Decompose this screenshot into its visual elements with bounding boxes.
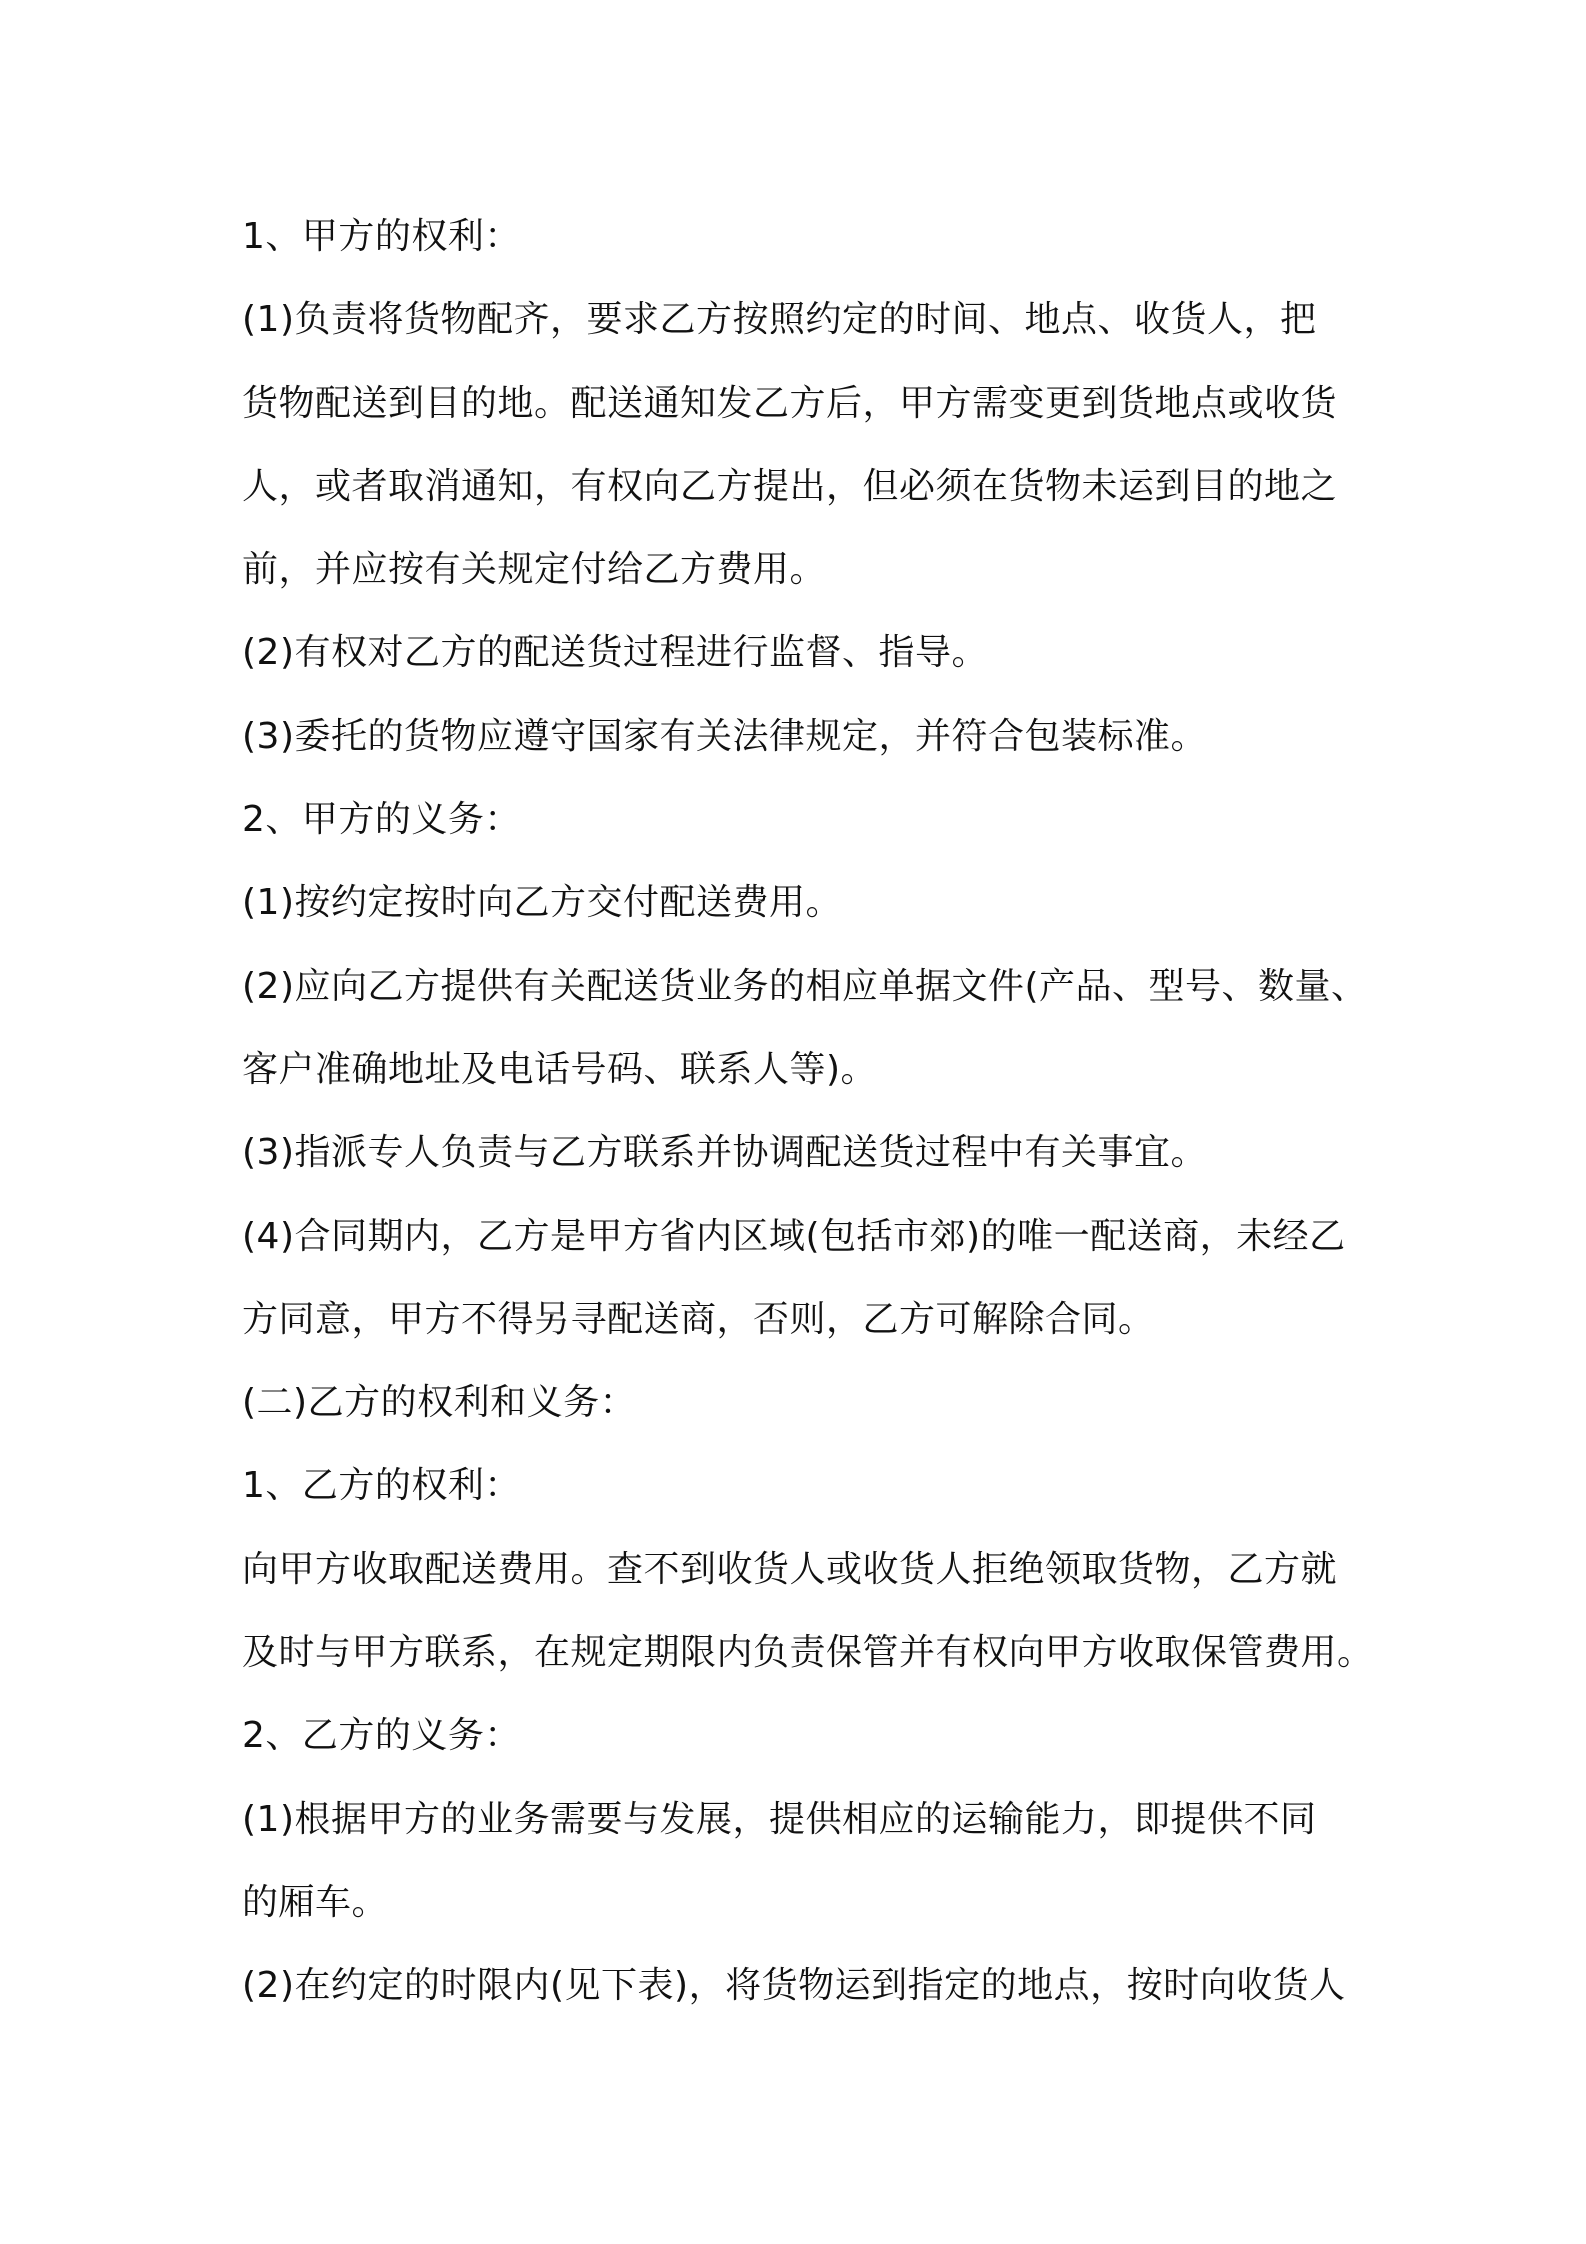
paragraph-line: (1)根据甲方的业务需要与发展，提供相应的运输能力，即提供不同 bbox=[242, 1798, 1317, 1840]
paragraph-line: 方同意，甲方不得另寻配送商，否则，乙方可解除合同。 bbox=[242, 1298, 1155, 1340]
paragraph-line: (1)按约定按时向乙方交付配送费用。 bbox=[242, 882, 842, 924]
paragraph-line: 向甲方收取配送费用。查不到收货人或收货人拒绝领取货物，乙方就 bbox=[242, 1548, 1338, 1590]
paragraph-line: 及时与甲方联系，在规定期限内负责保管并有权向甲方收取保管费用。 bbox=[242, 1632, 1374, 1674]
paragraph-line: (1)负责将货物配齐，要求乙方按照约定的时间、地点、收货人，把 bbox=[242, 299, 1317, 341]
paragraph-line: (2)有权对乙方的配送货过程进行监督、指导。 bbox=[242, 632, 988, 674]
document-body bbox=[242, 195, 1382, 2028]
paragraph-line: (3)指派专人负责与乙方联系并协调配送货过程中有关事宜。 bbox=[242, 1132, 1207, 1174]
section-heading-party-b-obligations: 2、乙方的义务： bbox=[242, 1715, 521, 1757]
section-heading-party-b: (二)乙方的权利和义务： bbox=[242, 1382, 637, 1424]
paragraph-line: (4)合同期内，乙方是甲方省内区域(包括市郊)的唯一配送商，未经乙 bbox=[242, 1215, 1346, 1257]
paragraph-line: 人，或者取消通知，有权向乙方提出，但必须在货物未运到目的地之 bbox=[242, 465, 1338, 507]
paragraph-line: 的厢车。 bbox=[242, 1881, 389, 1923]
paragraph-line: 客户准确地址及电话号码、联系人等)。 bbox=[242, 1048, 878, 1090]
paragraph-line: (2)应向乙方提供有关配送货业务的相应单据文件(产品、型号、数量、 bbox=[242, 965, 1368, 1007]
section-heading-party-a-rights: 1、甲方的权利： bbox=[242, 216, 521, 257]
section-heading-party-a-obligations: 2、甲方的义务： bbox=[242, 799, 521, 841]
paragraph-line: (2)在约定的时限内(见下表)，将货物运到指定的地点，按时向收货人 bbox=[242, 1965, 1346, 2007]
section-heading-party-b-rights: 1、乙方的权利： bbox=[242, 1465, 521, 1507]
paragraph-line: (3)委托的货物应遵守国家有关法律规定，并符合包装标准。 bbox=[242, 715, 1207, 757]
paragraph-line: 货物配送到目的地。配送通知发乙方后，甲方需变更到货地点或收货 bbox=[242, 382, 1338, 424]
paragraph-line: 前，并应按有关规定付给乙方费用。 bbox=[242, 549, 827, 591]
